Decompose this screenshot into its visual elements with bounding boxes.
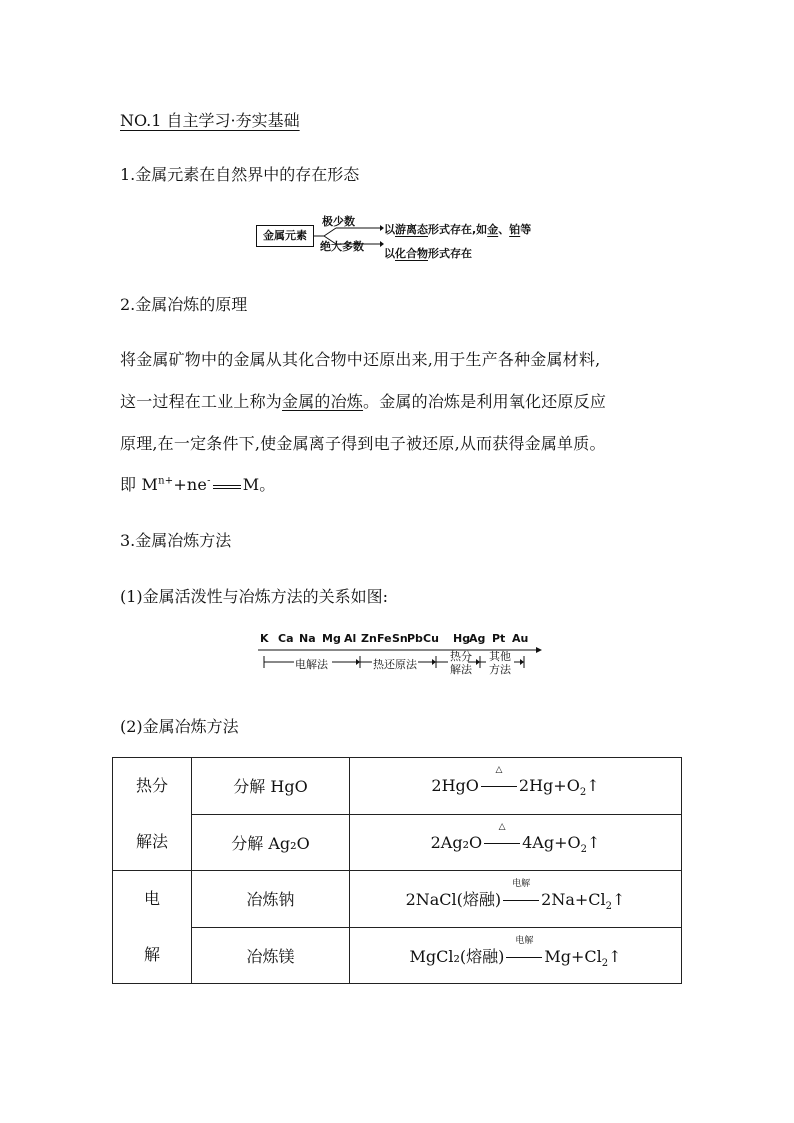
subheading-2: (2)金属冶炼方法 (120, 717, 239, 736)
metal-label: Sn (392, 632, 408, 645)
methods-table (112, 757, 682, 984)
metal-label: Hg (453, 632, 471, 645)
equation-cell: 2NaCl(熔融) 电解 $2Na+Cl_2↑$ (350, 871, 682, 928)
metal-label: Zn (361, 632, 377, 645)
branch-bottom-label: 绝大多数 (320, 240, 364, 253)
metal-label: Na (299, 632, 316, 645)
table-row (113, 871, 682, 928)
method-cell: 分解 HgO (192, 758, 350, 815)
subheading-1: (1)金属活泼性与冶炼方法的关系如图: (120, 587, 389, 606)
method-other: 其他 方法 (489, 650, 511, 676)
paragraph-line-3: 原理,在一定条件下,使金属离子得到电子被还原,从而获得金属单质。 (120, 434, 606, 453)
method-heat-decomposition: 热分 解法 (450, 650, 472, 676)
metal-label: Au (512, 632, 529, 645)
metal-label: Pb (407, 632, 423, 645)
equation-cell: 2HgO △ $2Hg+O_2↑$ (350, 758, 682, 815)
paragraph-line-2: 这一过程在工业上称为金属的冶炼。金属的冶炼是利用氧化还原反应 (120, 392, 607, 411)
paragraph-line-1: 将金属矿物中的金属从其化合物中还原出来,用于生产各种金属材料, (120, 350, 601, 369)
equals-sign (211, 480, 243, 492)
table-row (113, 927, 682, 984)
group-electrolysis: 电 解 (113, 871, 192, 984)
heading-3: 3.金属冶炼方法 (120, 531, 232, 550)
metal-label: Mg (322, 632, 341, 645)
metal-label: Cu (423, 632, 439, 645)
equation-cell: MgCl₂(熔融) 电解 $Mg+Cl_2↑$ (350, 927, 682, 984)
method-electrolysis: 电解法 (295, 658, 328, 671)
equation-cell: 2Ag₂O △ $4Ag+O_2↑$ (350, 814, 682, 871)
method-cell: 冶炼镁 (192, 927, 350, 984)
existence-diagram (256, 210, 556, 260)
method-cell: 分解 Ag₂O (192, 814, 350, 871)
table-row (113, 758, 682, 815)
heading-2: 2.金属冶炼的原理 (120, 295, 248, 314)
activity-series-diagram (256, 632, 546, 682)
diagram-root-box: 金属元素 (256, 225, 314, 247)
method-cell: 冶炼钠 (192, 871, 350, 928)
metal-label: K (260, 632, 269, 645)
bottom-result: 以化合物形式存在 (384, 247, 472, 260)
heading-1: 1.金属元素在自然界中的存在形态 (120, 165, 360, 184)
metal-label: Al (344, 632, 357, 645)
reduction-equation: 即 $M^{n+}+ne^-$ M。 (120, 475, 276, 494)
method-heat-reduction: 热还原法 (373, 658, 417, 671)
top-result: 以游离态形式存在,如金、铂等 (384, 223, 532, 236)
section-title: NO.1 自主学习·夯实基础 (120, 111, 300, 130)
group-heat-decomposition: 热分 解法 (113, 758, 192, 871)
metal-label: Ca (278, 632, 294, 645)
metal-label: Pt (492, 632, 506, 645)
table-row (113, 814, 682, 871)
metal-label: Ag (469, 632, 486, 645)
branch-top-label: 极少数 (322, 215, 355, 228)
metal-label: Fe (377, 632, 392, 645)
